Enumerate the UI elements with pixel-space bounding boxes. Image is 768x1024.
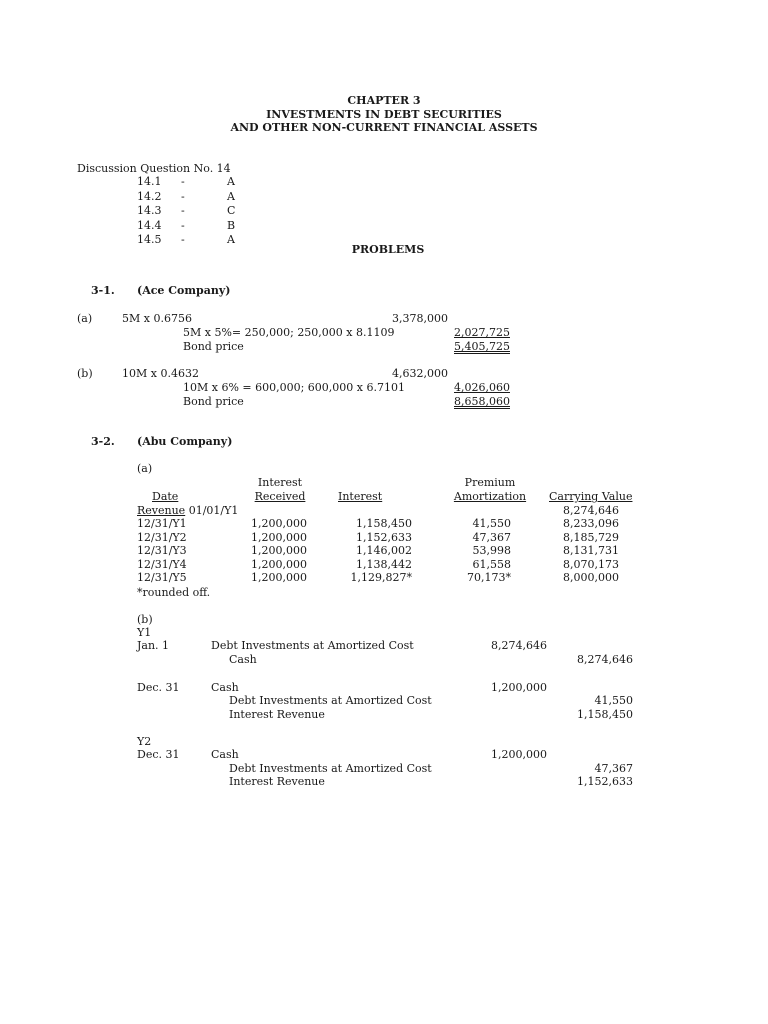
header-interest-received-line2: Received [254, 490, 306, 503]
part-b-line3: Bond price [183, 395, 244, 408]
journal-entry2-date: Dec. 31 [137, 681, 180, 694]
journal-year-y1: Y1 [137, 626, 152, 639]
header-premium-line2: Amortization [453, 490, 527, 503]
part-b-bond-price: 8,658,060 [454, 395, 510, 408]
header-premium-line1: Premium [464, 476, 516, 489]
header-interest-received-line1: Interest [257, 476, 303, 489]
row-interest-received: 1,200,000 [251, 517, 307, 530]
row-interest-revenue: 1,129,827* [350, 571, 412, 585]
part-b-line1: 10M x 0.4632 [122, 367, 199, 380]
row-interest-received: 1,200,000 [251, 530, 307, 544]
row-premium-amortization: 41,550 [472, 517, 511, 530]
problem-3-1-company: (Ace Company) [137, 284, 231, 297]
problem-3-1-label: 3-1. [91, 284, 115, 297]
row-premium-amortization: 47,367 [472, 530, 511, 544]
journal-entry3-credit1-amount: 47,367 [594, 762, 633, 775]
row-date: 12/31/Y2 [137, 530, 187, 544]
problem-3-2-label: 3-2. [91, 435, 115, 448]
initial-date: 01/01/Y1 [185, 504, 239, 517]
discussion-item-dash: - [181, 175, 185, 188]
discussion-item-dash: - [181, 218, 185, 232]
journal-entry3-credit2-account: Interest Revenue [229, 775, 325, 788]
journal-entry2-debit-account: Cash [211, 681, 239, 694]
part-b-line2-value: 4,026,060 [454, 381, 510, 394]
part-b-tag-3-2: (b) [137, 613, 153, 626]
rounded-footnote: *rounded off. [137, 586, 211, 599]
header-carrying-value: Carrying Value [549, 490, 633, 503]
header-date: Date [152, 490, 179, 503]
journal-entry2-credit1-amount: 41,550 [594, 694, 633, 707]
journal-entry3-credit1-account: Debt Investments at Amortized Cost [229, 762, 432, 775]
row-date: 12/31/Y4 [137, 557, 187, 571]
discussion-item-answer: A [227, 189, 235, 203]
row-carrying-value: 8,070,173 [563, 557, 619, 571]
row-interest-revenue: 1,152,633 [356, 530, 412, 544]
journal-entry3-date: Dec. 31 [137, 748, 180, 761]
chapter-title-line2: AND OTHER NON-CURRENT FINANCIAL ASSETS [230, 121, 538, 134]
journal-year-y2: Y2 [137, 735, 152, 748]
journal-entry2-debit-amount: 1,200,000 [491, 681, 547, 694]
journal-entry2-credit2-amount: 1,158,450 [577, 708, 633, 721]
row-carrying-value: 8,000,000 [563, 571, 619, 585]
part-a-line2-value: 2,027,725 [454, 326, 510, 339]
discussion-item-number: 14.2 [137, 189, 162, 203]
part-a-line1-value: 3,378,000 [392, 312, 448, 325]
row-interest-revenue: 1,138,442 [356, 557, 412, 571]
discussion-item-number: 14.5 [137, 233, 162, 246]
row-interest-received: 1,200,000 [251, 557, 307, 571]
discussion-item-dash: - [181, 204, 185, 217]
problems-heading: PROBLEMS [351, 243, 425, 256]
part-a-line3: Bond price [183, 340, 244, 353]
row-interest-received: 1,200,000 [251, 544, 307, 558]
journal-entry1-debit-amount: 8,274,646 [491, 639, 547, 652]
chapter-title-line1: INVESTMENTS IN DEBT SECURITIES [266, 108, 502, 121]
discussion-item-number: 14.4 [137, 218, 162, 232]
part-a-line1: 5M x 0.6756 [122, 312, 192, 325]
discussion-item-dash: - [181, 189, 185, 203]
row-interest-revenue: 1,146,002 [356, 544, 412, 558]
part-a-line2: 5M x 5%= 250,000; 250,000 x 8.1109 [183, 326, 395, 339]
row-carrying-value: 8,131,731 [563, 544, 619, 558]
journal-entry1-debit-account: Debt Investments at Amortized Cost [211, 639, 414, 652]
part-a-bond-price: 5,405,725 [454, 340, 510, 353]
discussion-item-dash: - [181, 233, 185, 246]
row-interest-revenue: 1,158,450 [356, 517, 412, 530]
journal-entry3-credit2-amount: 1,152,633 [577, 775, 633, 788]
discussion-item-number: 14.1 [137, 175, 162, 188]
row-premium-amortization: 70,173* [467, 571, 511, 585]
part-b-line2: 10M x 6% = 600,000; 600,000 x 6.7101 [183, 381, 405, 394]
table-row-initial [137, 504, 238, 517]
part-a-tag-3-2: (a) [137, 462, 153, 475]
row-carrying-value: 8,185,729 [563, 530, 619, 544]
row-date: 12/31/Y5 [137, 571, 187, 585]
journal-entry2-credit2-account: Interest Revenue [229, 708, 325, 721]
chapter-heading: CHAPTER 3 [347, 94, 421, 107]
initial-carrying-value: 8,274,646 [563, 504, 619, 517]
discussion-item-answer: C [227, 204, 236, 217]
journal-entry3-debit-amount: 1,200,000 [491, 748, 547, 761]
discussion-item-answer: B [227, 218, 236, 232]
discussion-title: Discussion Question No. 14 [77, 162, 231, 175]
row-date: 12/31/Y1 [137, 517, 187, 530]
header-interest: Interest [338, 490, 383, 503]
row-carrying-value: 8,233,096 [563, 517, 619, 530]
journal-entry2-credit1-account: Debt Investments at Amortized Cost [229, 694, 432, 707]
part-b-line1-value: 4,632,000 [392, 367, 448, 380]
row-premium-amortization: 61,558 [472, 557, 511, 571]
part-b-tag: (b) [77, 367, 93, 380]
journal-entry1-date: Jan. 1 [137, 639, 170, 652]
discussion-item-answer: A [227, 175, 235, 188]
discussion-item-answer: A [227, 233, 235, 246]
revenue-label: Revenue [137, 504, 186, 517]
discussion-item-number: 14.3 [137, 204, 162, 217]
row-date: 12/31/Y3 [137, 544, 187, 558]
journal-entry3-debit-account: Cash [211, 748, 239, 761]
journal-entry1-credit-amount: 8,274,646 [577, 653, 633, 666]
problem-3-2-company: (Abu Company) [137, 435, 233, 448]
row-interest-received: 1,200,000 [251, 571, 307, 585]
part-a-tag: (a) [77, 312, 93, 325]
row-premium-amortization: 53,998 [472, 544, 511, 558]
journal-entry1-credit-account: Cash [229, 653, 257, 666]
